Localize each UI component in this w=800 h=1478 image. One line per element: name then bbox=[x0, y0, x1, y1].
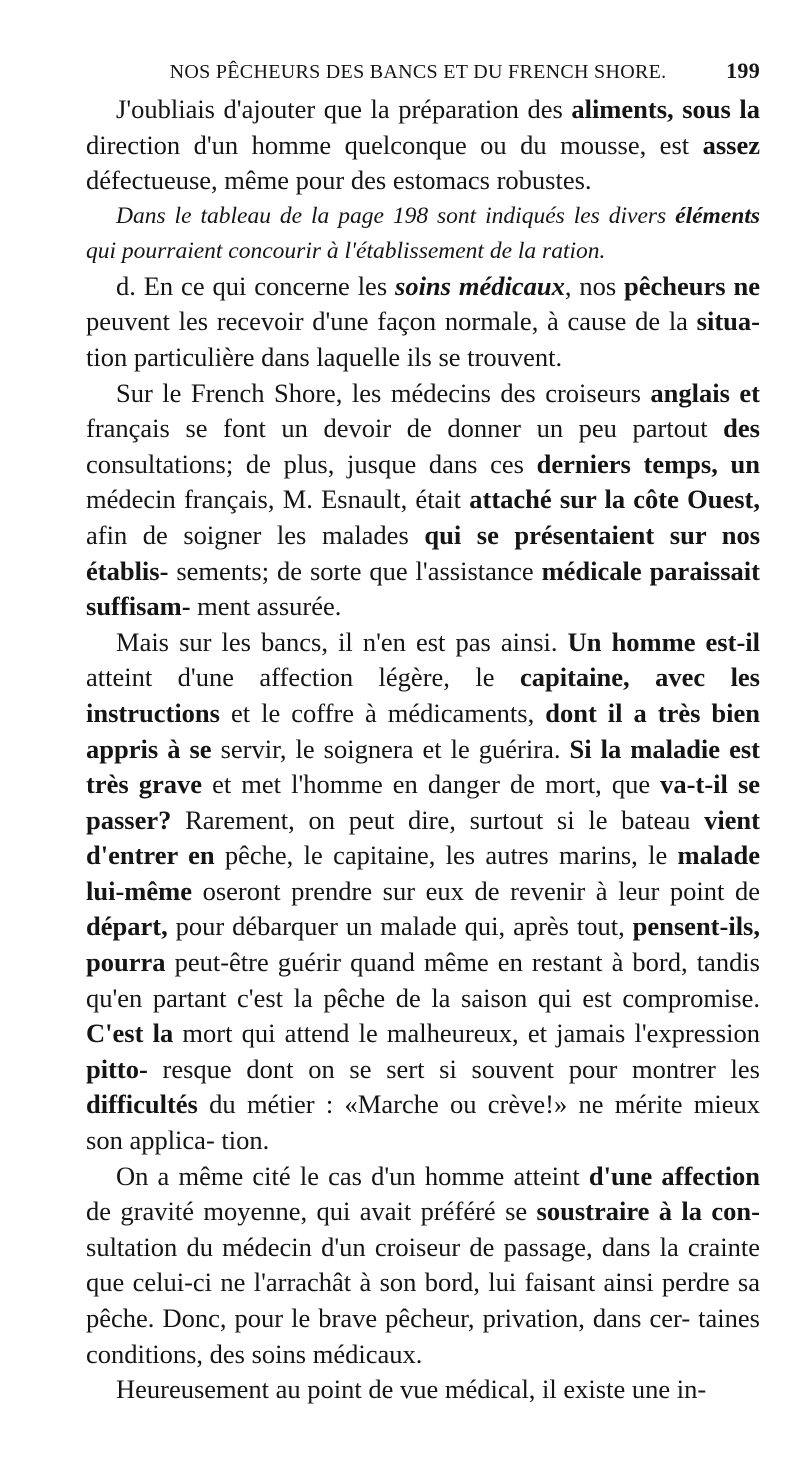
paragraph-cited-case: On a même cité le cas d'un homme atteint d'une affection de gravité moyenne, qui avait préféré se soustraire à la con- sultation du médecin d'un croiseur de passage, dans la crainte que celui-ci ne l'arrachât à son bord, lui faisant ainsi perdre sa pêche. Donc, pour le brave pêcheur, privation, dans cer- taines conditions, des soins médicaux. bbox=[86, 1160, 760, 1369]
page-body bbox=[86, 92, 760, 1408]
paragraph-continuation: Heureusement au point de vue médical, il existe une in- bbox=[116, 1374, 707, 1405]
paragraph-banks: Mais sur les bancs, il n'en est pas ainsi. Un homme est-il atteint d'une affection légère, le capitaine, avec les instructions et le coffre à médicaments, dont il a très bien appris à se servir, le soignera et le guérira. Si la maladie est très grave et met l'homme en danger de mort, que va-t-il se passer? Rarement, on peut dire, surtout si le bateau vient d'entrer en pêche, le capitaine, les autres marins, le malade lui-même oseront prendre sur eux de revenir à leur point de départ, pour débarquer un malade qui, après tout, pensent-ils, pourra peut-être guérir quand même en restant à bord, tandis qu'en partant c'est la pêche de la saison qui est compromise. C'est la mort qui attend le malheureux, et jamais l'expression pitto- resque dont on se sert si souvent pour montrer les difficultés du métier : «Marche ou crève!» ne mérite mieux son applica- tion. bbox=[86, 626, 761, 1156]
page-number: 199 bbox=[726, 58, 760, 83]
running-title: NOS PÊCHEURS DES BANCS ET DU FRENCH SHORE. bbox=[169, 61, 667, 83]
page-header bbox=[86, 58, 760, 92]
paragraph-medical-care: d. En ce qui concerne les soins médicaux, nos pêcheurs ne peuvent les recevoir d'une façon normale, à cause de la situa- tion particulière dans laquelle ils se trouvent. bbox=[86, 270, 760, 372]
paragraph-food-preparation: J'oubliais d'ajouter que la préparation des aliments, sous la direction d'un homme quelconque ou du mousse, est assez défectueuse, même pour des estomacs robustes. bbox=[86, 94, 760, 196]
paragraph-french-shore: Sur le French Shore, les médecins des croiseurs anglais et français se font un devoir de donner un peu partout des consultations; de plus, jusque dans ces derniers temps, un médecin français, M. Esnault, était attaché sur la côte Ouest, afin de soigner les malades qui se présentaient sur nos établis- sements; de sorte que l'assistance médicale paraissait suffisam- ment assurée. bbox=[86, 377, 761, 622]
paragraph-table-note: Dans le tableau de la page 198 sont indiqués les divers éléments qui pourraient concourir à l'établissement de la ration. bbox=[86, 202, 760, 264]
